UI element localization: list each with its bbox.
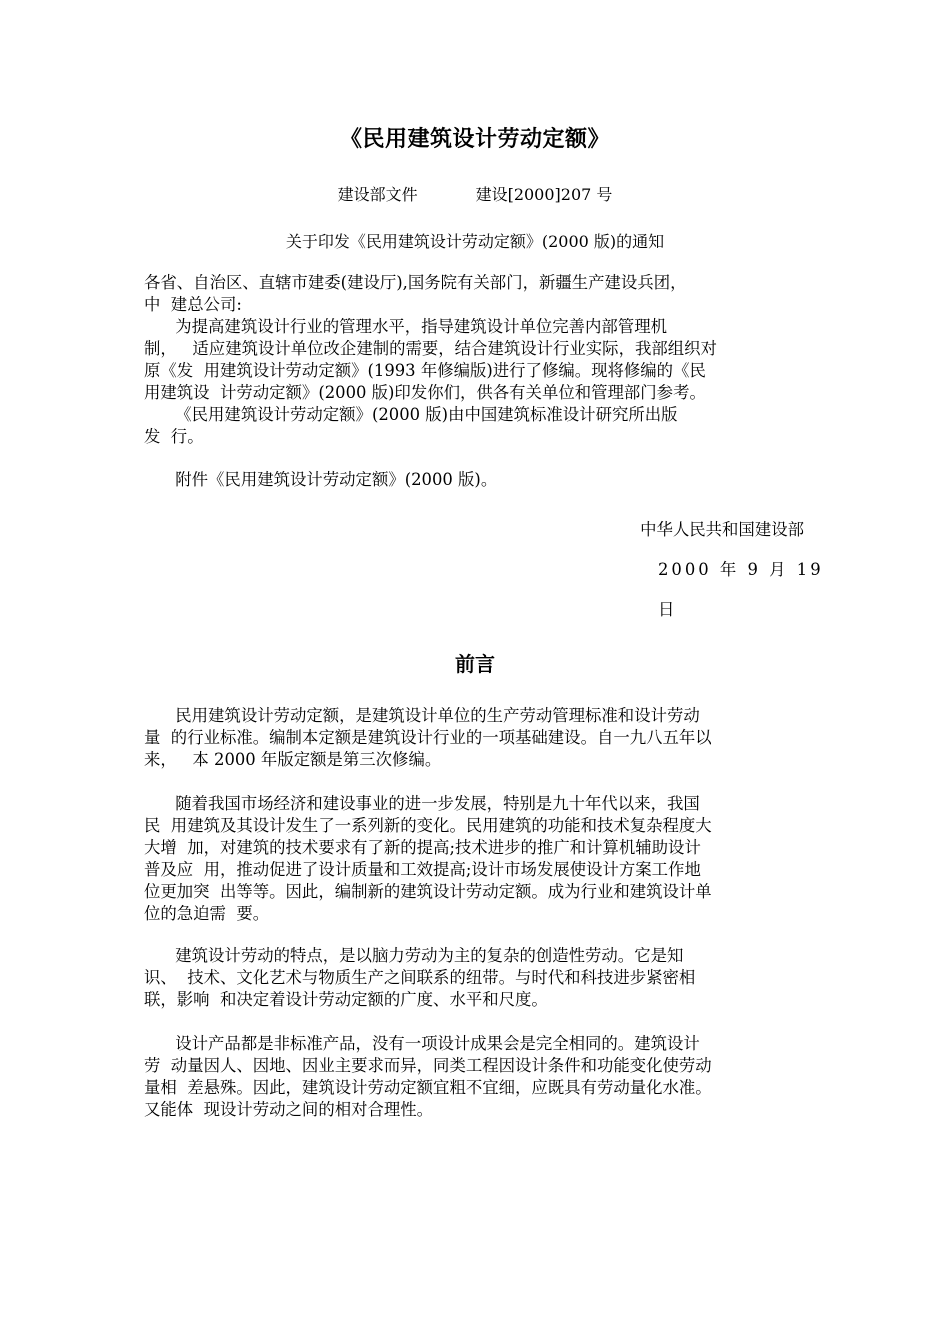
text-line: 原《发 用建筑设计劳动定额》(1993 年修编版)进行了修编。现将修编的《民: [144, 361, 706, 380]
text-line: 为提高建筑设计行业的管理水平，指导建筑设计单位完善内部管理机: [144, 317, 667, 336]
text-line: 大增 加，对建筑的技术要求有了新的提高;技术进步的推广和计算机辅助设计: [144, 838, 701, 857]
text-line: 各省、自治区、直辖市建委(建设厅),国务院有关部门，新疆生产建设兵团，: [144, 273, 687, 292]
text-line: 《民用建筑设计劳动定额》(2000 版)由中国建筑标准设计研究所出版: [144, 405, 678, 424]
text-line: 又能体 现设计劳动之间的相对合理性。: [144, 1100, 434, 1119]
text-line: 联，影响 和决定着设计劳动定额的广度、水平和尺度。: [144, 990, 548, 1009]
text-line: 位的急迫需 要。: [144, 904, 270, 923]
attachment-note: [144, 469, 812, 491]
text-line: 量相 差悬殊。因此，建筑设计劳动定额宜粗不宜细，应既具有劳动量化水准。: [144, 1078, 712, 1097]
document-number: 建设[2000]207 号: [475, 185, 613, 204]
text-line: 制， 适应建筑设计单位改企建制的需要，结合建筑设计行业实际，我部组织对: [144, 339, 717, 358]
preface-title: 前言: [455, 652, 495, 676]
text-line: 随着我国市场经济和建设事业的进一步发展，特别是九十年代以来，我国: [144, 794, 700, 813]
text-line: 民 用建筑及其设计发生了一系列新的变化。民用建筑的功能和技术复杂程度大: [144, 816, 712, 835]
preface-paragraph-1: [144, 705, 812, 771]
text-line: 来， 本 2000 年版定额是第三次修编。: [144, 750, 442, 769]
preface-paragraph-3: [144, 945, 812, 1011]
text-line: 发 行。: [144, 427, 204, 446]
text-line: 量 的行业标准。编制本定额是建筑设计行业的一项基础建设。自一九八五年以: [144, 728, 712, 747]
signature-day: 日: [658, 600, 675, 619]
text-line: 中 建总公司:: [144, 295, 242, 314]
signature-date: 2000 年 9 月 19: [658, 560, 824, 579]
notice-paragraph-2: [144, 404, 812, 448]
document-header: [0, 182, 950, 205]
notice-title: 关于印发《民用建筑设计劳动定额》(2000 版)的通知: [285, 232, 665, 251]
text-line: 劳 动量因人、因地、因业主要求而异，同类工程因设计条件和功能变化使劳动: [144, 1056, 712, 1075]
signature-org: 中华人民共和国建设部: [640, 520, 804, 539]
issuer-label: 建设部文件: [337, 185, 418, 204]
text-line: 普及应 用，推动促进了设计质量和工效提高;设计市场发展使设计方案工作地: [144, 860, 701, 879]
text-line: 建筑设计劳动的特点，是以脑力劳动为主的复杂的创造性劳动。它是知: [144, 946, 684, 965]
text-line: 设计产品都是非标准产品，没有一项设计成果会是完全相同的。建筑设计: [144, 1034, 700, 1053]
text-line: 识、 技术、文化艺术与物质生产之间联系的纽带。与时代和科技进步紧密相: [144, 968, 696, 987]
address-paragraph: [144, 272, 812, 316]
document-title: 《民用建筑设计劳动定额》: [339, 126, 610, 152]
text-line: 附件《民用建筑设计劳动定额》(2000 版)。: [144, 470, 498, 489]
text-line: 用建筑设 计劳动定额》(2000 版)印发你们，供各有关单位和管理部门参考。: [144, 383, 706, 402]
preface-paragraph-4: [144, 1033, 812, 1121]
text-line: 位更加突 出等等。因此，编制新的建筑设计劳动定额。成为行业和建筑设计单: [144, 882, 712, 901]
text-line: 民用建筑设计劳动定额，是建筑设计单位的生产劳动管理标准和设计劳动: [144, 706, 700, 725]
notice-paragraph-1: [144, 316, 812, 404]
preface-paragraph-2: [144, 793, 812, 925]
